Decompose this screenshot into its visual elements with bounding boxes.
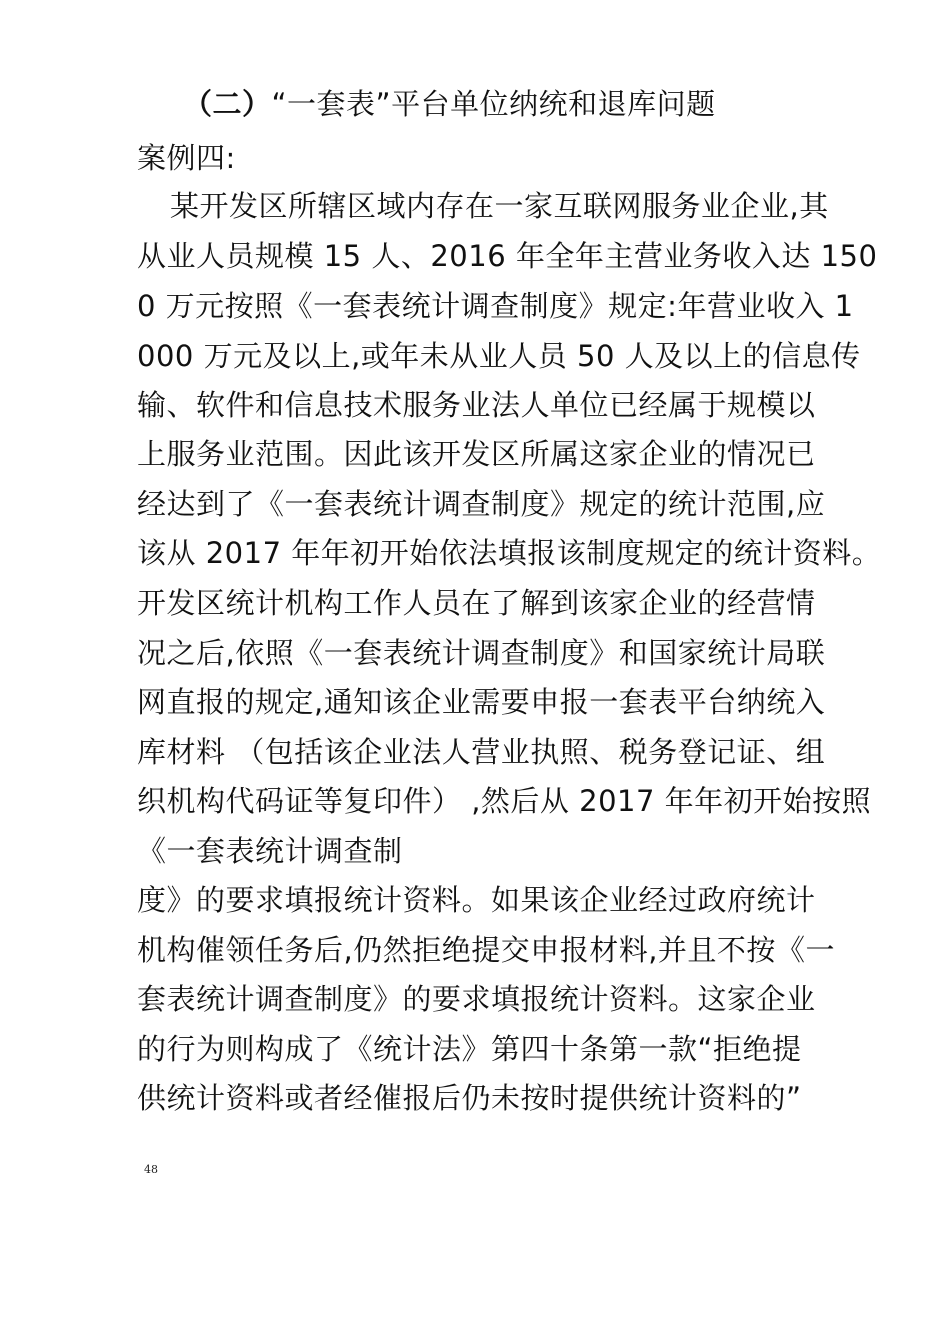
body-line: 从业人员规模 15 人、2016 年全年主营业务收入达 150 xyxy=(137,239,878,273)
body-line: 输、软件和信息技术服务业法人单位已经属于规模以 xyxy=(137,388,816,422)
case-label: 案例四: xyxy=(137,141,236,175)
section-number: （二） xyxy=(183,87,272,121)
body-line: 000 万元及以上,或年未从业人员 50 人及以上的信息传 xyxy=(137,339,861,373)
body-line: 况之后,依照《一套表统计调查制度》和国家统计局联 xyxy=(137,636,826,670)
body-line: 机构催领任务后,仍然拒绝提交申报材料,并且不按《一 xyxy=(137,933,835,967)
body-line: 套表统计调查制度》的要求填报统计资料。这家企业 xyxy=(137,982,816,1016)
body-line: 网直报的规定,通知该企业需要申报一套表平台纳统入 xyxy=(137,685,826,719)
body-line: 的行为则构成了《统计法》第四十条第一款“拒绝提 xyxy=(137,1032,802,1066)
body-line: 库材料 （包括该企业法人营业执照、税务登记证、组 xyxy=(137,735,826,769)
section-heading xyxy=(183,84,873,124)
body-line: 某开发区所辖区域内存在一家互联网服务业企业,其 xyxy=(170,189,829,223)
body-line: 该从 2017 年年初开始依法填报该制度规定的统计资料。 xyxy=(137,536,882,570)
page-number: 48 xyxy=(144,1163,158,1176)
body-line: 《一套表统计调查制 xyxy=(137,834,403,868)
body-line: 织机构代码证等复印件） ,然后从 2017 年年初开始按照 xyxy=(137,784,872,818)
body-line: 供统计资料或者经催报后仍未按时提供统计资料的” xyxy=(137,1081,802,1115)
body-line: 0 万元按照《一套表统计调查制度》规定:年营业收入 1 xyxy=(137,289,854,323)
body-line: 经达到了《一套表统计调查制度》规定的统计范围,应 xyxy=(137,487,826,521)
body-line: 度》的要求填报统计资料。如果该企业经过政府统计 xyxy=(137,883,816,917)
body-line: 开发区统计机构工作人员在了解到该家企业的经营情 xyxy=(137,586,816,620)
section-title: “一套表”平台单位纳统和退库问题 xyxy=(271,87,716,121)
body-line: 上服务业范围。因此该开发区所属这家企业的情况已 xyxy=(137,437,816,471)
